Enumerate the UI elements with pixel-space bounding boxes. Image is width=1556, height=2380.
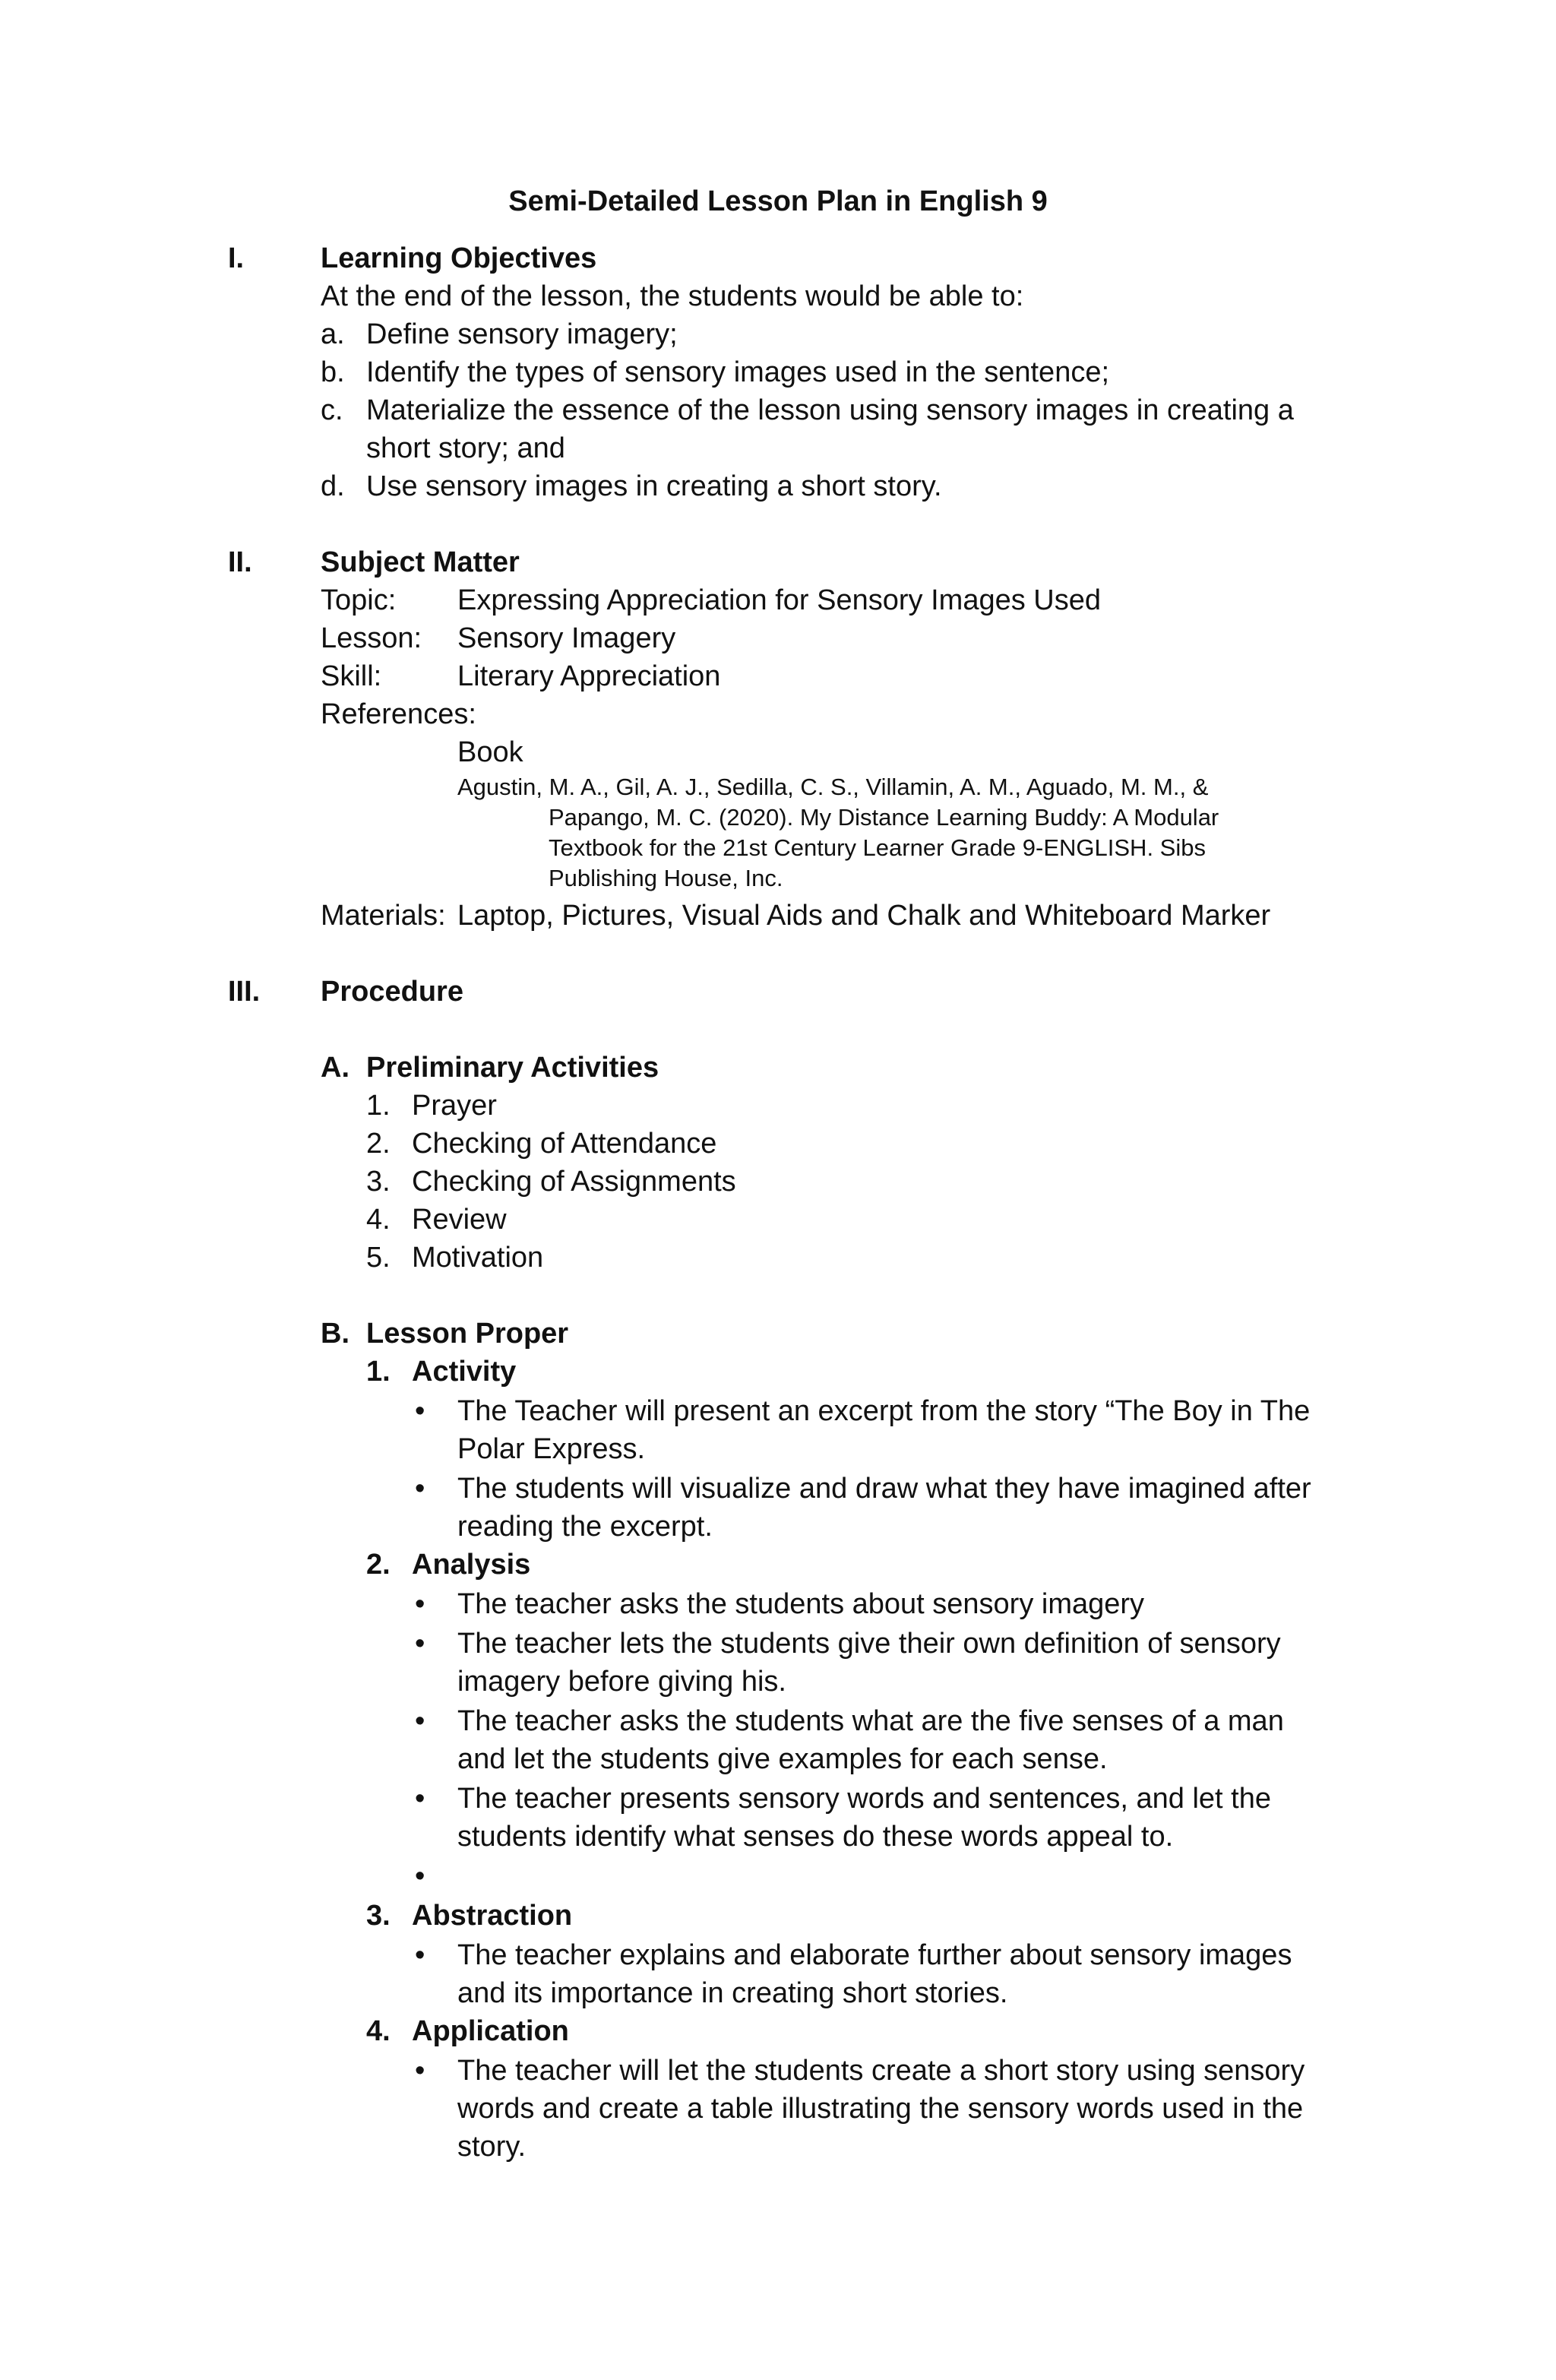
objectives-intro: At the end of the lesson, the students would be able to: <box>321 280 1024 312</box>
bullet-marker: • <box>415 1628 425 1660</box>
subsection-letter: B. <box>321 1318 349 1350</box>
list-marker: a. <box>321 318 345 350</box>
list-marker: 2. <box>366 1549 391 1581</box>
document-title: Semi-Detailed Lesson Plan in English 9 <box>508 185 1048 217</box>
bullet-text-continued: and let the students give examples for each sense. <box>457 1743 1108 1775</box>
bullet-text-continued: imagery before giving his. <box>457 1666 786 1698</box>
list-marker: 2. <box>366 1128 391 1160</box>
objective-text: Define sensory imagery; <box>366 318 678 350</box>
bullet-text: The teacher asks the students what are the five senses of a man <box>457 1705 1284 1737</box>
list-marker: 1. <box>366 1356 391 1388</box>
bullet-text: The teacher will let the students create a short story using sensory <box>457 2055 1305 2087</box>
section-numeral: I. <box>228 242 245 274</box>
field-label: Materials: <box>321 900 446 932</box>
objective-text: Identify the types of sensory images used in the sentence; <box>366 356 1110 388</box>
section-numeral: II. <box>228 546 252 578</box>
step-heading: Analysis <box>412 1549 531 1581</box>
list-marker: 4. <box>366 2015 391 2047</box>
objective-text-continued: short story; and <box>366 432 565 464</box>
reference-line: Textbook for the 21st Century Learner Grade 9-ENGLISH. Sibs <box>549 834 1206 861</box>
bullet-marker: • <box>415 2055 425 2087</box>
bullet-marker: • <box>415 1939 425 1971</box>
section-numeral: III. <box>228 976 261 1008</box>
field-label: Topic: <box>321 584 397 616</box>
bullet-text: The teacher presents sensory words and sentences, and let the <box>457 1783 1271 1815</box>
list-item: Checking of Attendance <box>412 1128 717 1160</box>
field-label: Lesson: <box>321 622 422 654</box>
field-label: References: <box>321 698 476 730</box>
bullet-text: The teacher explains and elaborate further about sensory images <box>457 1939 1292 1971</box>
field-label: Skill: <box>321 660 382 692</box>
subsection-letter: A. <box>321 1052 349 1084</box>
bullet-text-continued: and its importance in creating short stories. <box>457 1977 1008 2009</box>
bullet-text: The teacher lets the students give their own definition of sensory <box>457 1628 1281 1660</box>
section-heading: Procedure <box>321 976 463 1008</box>
bullet-text-continued: students identify what senses do these words appeal to. <box>457 1821 1174 1853</box>
reference-type: Book <box>457 736 523 768</box>
bullet-text: The Teacher will present an excerpt from the story “The Boy in The <box>457 1395 1311 1427</box>
bullet-text-continued: story. <box>457 2131 527 2163</box>
list-marker: 4. <box>366 1204 391 1236</box>
step-heading: Activity <box>412 1356 517 1388</box>
lesson-value: Sensory Imagery <box>457 622 676 654</box>
list-marker: 3. <box>366 1166 391 1198</box>
bullet-marker: • <box>415 1783 425 1815</box>
bullet-text: The students will visualize and draw what they have imagined after <box>457 1473 1311 1505</box>
section-heading: Learning Objectives <box>321 242 597 274</box>
subsection-heading: Preliminary Activities <box>366 1052 659 1084</box>
list-item: Motivation <box>412 1242 544 1274</box>
bullet-marker-empty: • <box>415 1860 425 1892</box>
bullet-text-continued: words and create a table illustrating the sensory words used in the <box>457 2093 1304 2125</box>
step-heading: Application <box>412 2015 569 2047</box>
objective-text: Materialize the essence of the lesson using sensory images in creating a <box>366 394 1294 426</box>
list-item: Prayer <box>412 1090 497 1122</box>
reference-line: Papango, M. C. (2020). My Distance Learning Buddy: A Modular <box>549 804 1219 831</box>
list-item: Review <box>412 1204 507 1236</box>
bullet-marker: • <box>415 1473 425 1505</box>
list-item: Checking of Assignments <box>412 1166 736 1198</box>
objective-text: Use sensory images in creating a short story. <box>366 470 942 502</box>
reference-line: Agustin, M. A., Gil, A. J., Sedilla, C. S., Villamin, A. M., Aguado, M. M., & <box>457 774 1209 800</box>
section-heading: Subject Matter <box>321 546 520 578</box>
reference-line: Publishing House, Inc. <box>549 865 783 891</box>
list-marker: 3. <box>366 1900 391 1932</box>
list-marker: 1. <box>366 1090 391 1122</box>
subsection-heading: Lesson Proper <box>366 1318 569 1350</box>
list-marker: d. <box>321 470 345 502</box>
bullet-text: The teacher asks the students about sensory imagery <box>457 1588 1145 1620</box>
bullet-marker: • <box>415 1588 425 1620</box>
step-heading: Abstraction <box>412 1900 573 1932</box>
skill-value: Literary Appreciation <box>457 660 721 692</box>
list-marker: 5. <box>366 1242 391 1274</box>
list-marker: c. <box>321 394 343 426</box>
bullet-text-continued: reading the excerpt. <box>457 1511 713 1543</box>
bullet-text-continued: Polar Express. <box>457 1433 646 1465</box>
list-marker: b. <box>321 356 345 388</box>
bullet-marker: • <box>415 1705 425 1737</box>
bullet-marker: • <box>415 1395 425 1427</box>
topic-value: Expressing Appreciation for Sensory Images Used <box>457 584 1101 616</box>
materials-value: Laptop, Pictures, Visual Aids and Chalk and Whiteboard Marker <box>457 900 1271 932</box>
